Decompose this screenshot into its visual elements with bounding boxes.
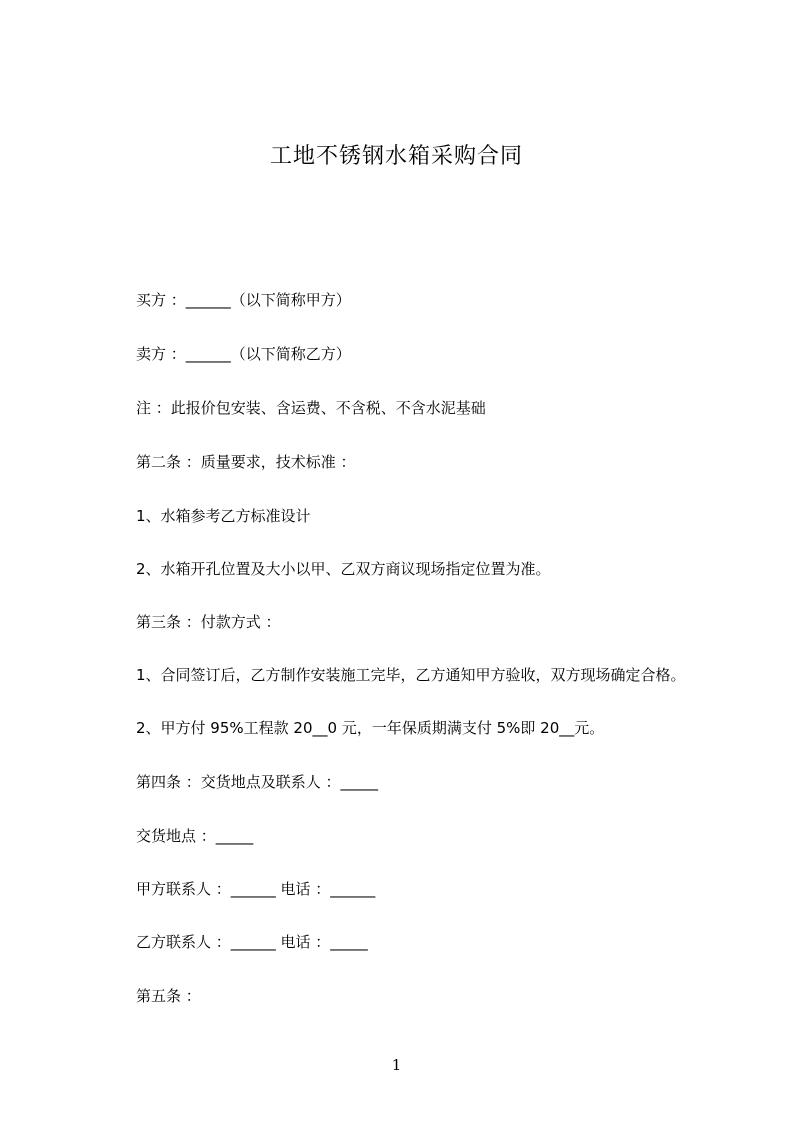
article-3-item-1: 1、合同签订后，乙方制作安装施工完毕，乙方通知甲方验收，双方现场确定合格。 [136,666,686,684]
article-2-item-2: 2、水箱开孔位置及大小以甲、乙双方商议现场指定位置为准。 [136,560,551,578]
buyer-line: 买方 ：______（以下简称甲方） [136,291,351,309]
article-2-heading: 第二条 ：质量要求，技术标准 ： [136,453,356,471]
article-3-item-2: 2、甲方付 95%工程款 20__0 元，一年保质期满支付 5%即 20__元。 [136,719,605,737]
article-4-heading: 第四条 ：交货地点及联系人 ：_____ [136,773,379,791]
article-5-heading: 第五条 ： [136,987,201,1005]
party-b-contact-line: 乙方联系人 ：______ 电话 ：_____ [136,933,368,951]
article-2-item-1: 1、水箱参考乙方标准设计 [136,507,311,525]
page-number: 1 [391,1056,402,1074]
seller-line: 卖方 ：______（以下简称乙方） [136,345,351,363]
document-title: 工地不锈钢水箱采购合同 [269,144,523,169]
article-3-heading: 第三条 ：付款方式 ： [136,613,281,631]
note-line: 注 ：此报价包安装、含运费、不含税、不含水泥基础 [136,399,486,417]
party-a-contact-line: 甲方联系人 ：______ 电话 ：______ [136,880,376,898]
delivery-location-line: 交货地点 ：_____ [136,827,254,845]
